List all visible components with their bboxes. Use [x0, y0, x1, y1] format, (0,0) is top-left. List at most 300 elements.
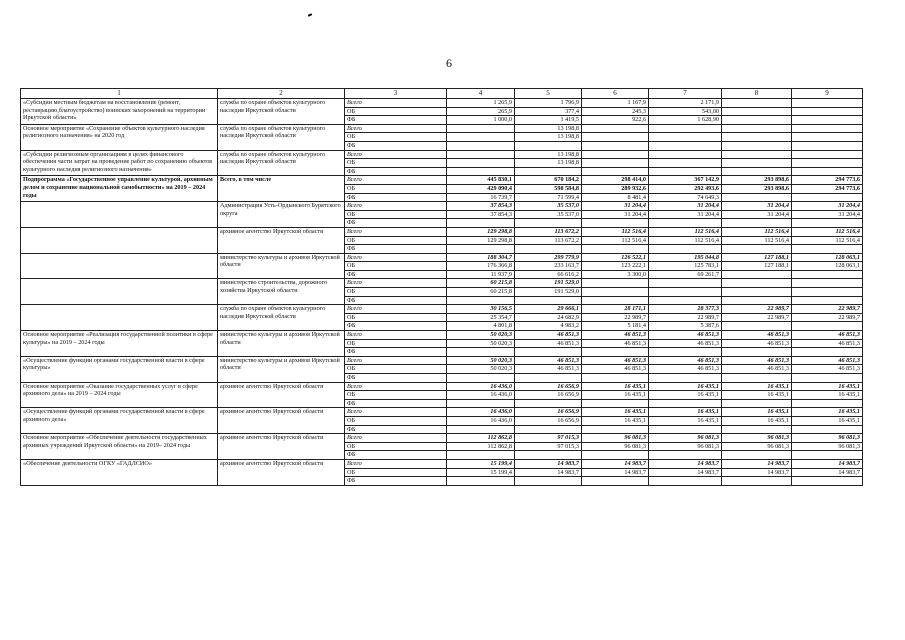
amount-cell: 8 481,4 [582, 193, 649, 202]
amount-cell: 127 188,1 [722, 262, 792, 271]
amount-cell: 13 198,8 [515, 150, 582, 159]
amount-cell: 112 516,4 [582, 227, 649, 236]
amount-cell: 16 435,1 [649, 391, 722, 400]
amount-cell [722, 107, 792, 116]
amount-cell: 14 983,7 [792, 468, 863, 477]
amount-cell [447, 167, 515, 176]
amount-cell [515, 374, 582, 383]
amount-cell [792, 150, 863, 159]
amount-cell: 191 529,0 [515, 288, 582, 297]
amount-cell [722, 245, 792, 254]
amount-cell [582, 279, 649, 288]
header-cell: 9 [792, 89, 863, 99]
amount-cell [649, 124, 722, 133]
amount-cell: 1 265,9 [447, 99, 515, 108]
amount-cell: 128 063,1 [792, 253, 863, 262]
funding-source-cell: ФБ [345, 141, 447, 150]
amount-cell: 96 081,3 [722, 442, 792, 451]
amount-cell [515, 245, 582, 254]
amount-cell [582, 133, 649, 142]
amount-cell: 1 796,9 [515, 99, 582, 108]
amount-cell [582, 141, 649, 150]
amount-cell [582, 219, 649, 228]
measure-name-cell: Подпрограмма «Государственное управление культурой, архивным делом и сохранение национальной самобытности» на 2019 – 2024 годы [21, 176, 218, 202]
amount-cell: 31 204,4 [792, 202, 863, 211]
executor-cell: министерство культуры и архивов Иркутской области [218, 356, 345, 382]
amount-cell: 46 851,3 [515, 356, 582, 365]
amount-cell: 13 198,8 [515, 159, 582, 168]
amount-cell: 377,4 [515, 107, 582, 116]
amount-cell: 289 932,6 [582, 184, 649, 193]
funding-source-cell: ОБ [345, 365, 447, 374]
measure-name-cell [21, 279, 218, 305]
amount-cell: 31 204,4 [582, 210, 649, 219]
amount-cell [722, 116, 792, 125]
amount-cell: 16 435,1 [722, 382, 792, 391]
amount-cell [792, 167, 863, 176]
measure-name-cell: Основное мероприятие «Оказание государственных услуг в сфере архивного дела» на 2019 – 2024 годы [21, 382, 218, 408]
amount-cell: 176 366,8 [447, 262, 515, 271]
amount-cell [447, 296, 515, 305]
amount-cell [722, 374, 792, 383]
amount-cell [792, 296, 863, 305]
amount-cell [722, 219, 792, 228]
amount-cell: 31 204,4 [582, 202, 649, 211]
amount-cell [582, 451, 649, 460]
amount-cell: 293 898,6 [722, 176, 792, 185]
amount-cell: 13 198,8 [515, 124, 582, 133]
amount-cell: 97 015,3 [515, 442, 582, 451]
amount-cell: 96 081,3 [582, 434, 649, 443]
amount-cell: 245,3 [582, 107, 649, 116]
amount-cell [649, 133, 722, 142]
amount-cell: 16 435,1 [582, 382, 649, 391]
amount-cell [722, 270, 792, 279]
amount-cell [447, 425, 515, 434]
amount-cell: 71 599,4 [515, 193, 582, 202]
amount-cell [649, 279, 722, 288]
measure-name-cell: «Субсидии местным бюджетам на восстановление (ремонт, реставрацию,благоустройство) воинских захоронений на территории Иркутской области» [21, 99, 218, 125]
amount-cell: 128 063,1 [792, 262, 863, 271]
amount-cell [582, 399, 649, 408]
amount-cell [792, 477, 863, 486]
amount-cell: 22 989,7 [792, 305, 863, 314]
funding-source-cell: ФБ [345, 348, 447, 357]
executor-cell: Администрация Усть-Ордынского Бурятского округа [218, 202, 345, 228]
amount-cell: 4 801,8 [447, 322, 515, 331]
amount-cell: 16 656,9 [515, 416, 582, 425]
amount-cell: 1 000,0 [447, 116, 515, 125]
amount-cell: 96 081,3 [582, 442, 649, 451]
table-row [21, 99, 863, 108]
funding-source-cell: ОБ [345, 262, 447, 271]
amount-cell [649, 167, 722, 176]
amount-cell: 69 261,7 [649, 270, 722, 279]
amount-cell: 37 854,3 [447, 210, 515, 219]
amount-cell: 16 436,0 [447, 416, 515, 425]
amount-cell: 29 666,1 [515, 305, 582, 314]
amount-cell: 14 983,7 [582, 459, 649, 468]
amount-cell: 188 304,7 [447, 253, 515, 262]
amount-cell [722, 451, 792, 460]
amount-cell: 46 851,3 [582, 339, 649, 348]
funding-source-cell: ФБ [345, 219, 447, 228]
amount-cell: 46 851,3 [515, 339, 582, 348]
amount-cell [582, 124, 649, 133]
header-cell: 4 [447, 89, 515, 99]
header-cell: 1 [21, 89, 218, 99]
amount-cell: 14 983,7 [792, 459, 863, 468]
amount-cell [722, 133, 792, 142]
amount-cell: 127 188,1 [722, 253, 792, 262]
measure-name-cell [21, 253, 218, 279]
amount-cell [447, 133, 515, 142]
header-cell: 6 [582, 89, 649, 99]
header-cell: 5 [515, 89, 582, 99]
scan-speck [308, 13, 312, 17]
amount-cell: 5 181,4 [582, 322, 649, 331]
amount-cell: 22 989,7 [792, 313, 863, 322]
table-row [21, 227, 863, 236]
amount-cell: 31 204,4 [792, 210, 863, 219]
funding-source-cell: ОБ [345, 313, 447, 322]
amount-cell [792, 124, 863, 133]
amount-cell: 112 516,4 [649, 227, 722, 236]
amount-cell: 97 015,3 [515, 434, 582, 443]
amount-cell: 60 215,8 [447, 279, 515, 288]
funding-source-cell: ФБ [345, 477, 447, 486]
amount-cell: 598 584,8 [515, 184, 582, 193]
amount-cell [722, 477, 792, 486]
table-row [21, 434, 863, 443]
funding-source-cell: ОБ [345, 184, 447, 193]
amount-cell: 14 983,7 [582, 468, 649, 477]
amount-cell: 46 851,3 [649, 356, 722, 365]
amount-cell: 112 516,4 [792, 227, 863, 236]
amount-cell [722, 296, 792, 305]
table-row [21, 253, 863, 262]
amount-cell: 24 682,9 [515, 313, 582, 322]
amount-cell [447, 348, 515, 357]
header-cell: 2 [218, 89, 345, 99]
amount-cell [649, 399, 722, 408]
amount-cell: 4 983,2 [515, 322, 582, 331]
amount-cell [792, 107, 863, 116]
funding-source-cell: Всего [345, 382, 447, 391]
amount-cell: 31 204,4 [722, 210, 792, 219]
table-row [21, 305, 863, 314]
funding-source-cell: ФБ [345, 296, 447, 305]
funding-source-cell: ОБ [345, 339, 447, 348]
amount-cell [447, 150, 515, 159]
amount-cell [649, 477, 722, 486]
amount-cell [582, 159, 649, 168]
amount-cell: 22 989,7 [582, 313, 649, 322]
amount-cell: 13 198,8 [515, 133, 582, 142]
amount-cell: 14 983,7 [515, 459, 582, 468]
amount-cell: 46 851,3 [792, 365, 863, 374]
amount-cell [722, 150, 792, 159]
amount-cell [582, 374, 649, 383]
amount-cell [447, 141, 515, 150]
amount-cell: 46 851,3 [722, 365, 792, 374]
header-cell: 7 [649, 89, 722, 99]
funding-source-cell: ФБ [345, 270, 447, 279]
amount-cell [582, 288, 649, 297]
amount-cell: 74 649,3 [649, 193, 722, 202]
amount-cell: 14 983,7 [722, 459, 792, 468]
amount-cell: 113 672,2 [515, 227, 582, 236]
amount-cell [649, 348, 722, 357]
amount-cell: 50 020,3 [447, 365, 515, 374]
amount-cell [447, 374, 515, 383]
funding-source-cell: ОБ [345, 210, 447, 219]
amount-cell [649, 374, 722, 383]
funding-source-cell: ОБ [345, 416, 447, 425]
amount-cell [447, 399, 515, 408]
amount-cell: 5 387,6 [649, 322, 722, 331]
amount-cell: 195 044,8 [649, 253, 722, 262]
amount-cell: 112 516,4 [722, 236, 792, 245]
amount-cell: 60 215,8 [447, 288, 515, 297]
amount-cell: 2 171,9 [649, 99, 722, 108]
amount-cell [447, 451, 515, 460]
amount-cell [722, 279, 792, 288]
executor-cell: министерство культуры и архивов Иркутской области [218, 331, 345, 357]
amount-cell: 16 435,1 [722, 408, 792, 417]
funding-source-cell: ОБ [345, 442, 447, 451]
measure-name-cell: «Осуществление функций органами государственной власти в сфере архивного дела» [21, 408, 218, 434]
funding-source-cell: Всего [345, 434, 447, 443]
funding-source-cell: ОБ [345, 468, 447, 477]
amount-cell: 46 851,3 [515, 365, 582, 374]
amount-cell [447, 477, 515, 486]
amount-cell: 16 436,0 [447, 382, 515, 391]
amount-cell: 46 851,3 [792, 356, 863, 365]
amount-cell: 46 851,3 [515, 331, 582, 340]
amount-cell [515, 425, 582, 434]
amount-cell [792, 245, 863, 254]
amount-cell: 46 851,3 [792, 339, 863, 348]
funding-source-cell: ФБ [345, 167, 447, 176]
amount-cell: 16 435,1 [722, 391, 792, 400]
amount-cell: 15 199,4 [447, 468, 515, 477]
amount-cell [722, 348, 792, 357]
header-cell: 3 [345, 89, 447, 99]
funding-source-cell: Всего [345, 279, 447, 288]
funding-source-cell: Всего [345, 124, 447, 133]
amount-cell [792, 270, 863, 279]
amount-cell: 16 436,0 [447, 408, 515, 417]
amount-cell: 293 898,6 [722, 184, 792, 193]
amount-cell [582, 425, 649, 434]
amount-cell: 16 435,1 [582, 391, 649, 400]
amount-cell: 298 414,0 [582, 176, 649, 185]
funding-source-cell: ОБ [345, 159, 447, 168]
amount-cell [447, 219, 515, 228]
amount-cell [515, 399, 582, 408]
amount-cell: 3 300,0 [582, 270, 649, 279]
amount-cell: 112 862,8 [447, 434, 515, 443]
amount-cell [722, 141, 792, 150]
amount-cell: 1 628,90 [649, 116, 722, 125]
header-row [21, 89, 863, 99]
amount-cell: 11 937,9 [447, 270, 515, 279]
amount-cell: 46 851,3 [792, 331, 863, 340]
amount-cell: 16 656,9 [515, 391, 582, 400]
executor-cell: служба по охране объектов культурного наследия Иркутской области [218, 150, 345, 176]
amount-cell [582, 348, 649, 357]
table-row [21, 459, 863, 468]
amount-cell: 31 204,4 [722, 202, 792, 211]
amount-cell: 50 020,3 [447, 356, 515, 365]
funding-source-cell: Всего [345, 202, 447, 211]
amount-cell [792, 159, 863, 168]
executor-cell: архивное агентство Иркутской области [218, 227, 345, 253]
amount-cell: 16 435,1 [722, 416, 792, 425]
funding-source-cell: Всего [345, 356, 447, 365]
amount-cell: 112 862,8 [447, 442, 515, 451]
amount-cell: 16 435,1 [649, 408, 722, 417]
amount-cell [792, 322, 863, 331]
amount-cell [515, 167, 582, 176]
measure-name-cell [21, 305, 218, 331]
page-number: 6 [446, 56, 452, 70]
amount-cell: 16 436,0 [447, 391, 515, 400]
executor-cell: министерство культуры и архивов Иркутской области [218, 253, 345, 279]
amount-cell: 46 851,3 [649, 331, 722, 340]
amount-cell: 37 854,3 [447, 202, 515, 211]
funding-source-cell: Всего [345, 459, 447, 468]
amount-cell: 233 163,7 [515, 262, 582, 271]
amount-cell [792, 425, 863, 434]
funding-source-cell: Всего [345, 305, 447, 314]
amount-cell [792, 193, 863, 202]
amount-cell [722, 159, 792, 168]
amount-cell [515, 219, 582, 228]
table-row [21, 150, 863, 159]
amount-cell [515, 141, 582, 150]
amount-cell: 16 435,1 [649, 382, 722, 391]
amount-cell [582, 167, 649, 176]
amount-cell: 16 435,1 [582, 416, 649, 425]
amount-cell: 112 516,4 [582, 236, 649, 245]
measure-name-cell: Основное мероприятие «Реализация государственной политики в сфере культуры» на 2019 – 2024 годы [21, 331, 218, 357]
amount-cell: 125 783,1 [649, 262, 722, 271]
measure-name-cell: «Осуществление функции органами государственной власти в сфере культуры» [21, 356, 218, 382]
amount-cell: 96 081,3 [649, 442, 722, 451]
amount-cell [792, 279, 863, 288]
amount-cell: 14 983,7 [649, 468, 722, 477]
amount-cell [722, 124, 792, 133]
amount-cell: 16 435,1 [792, 382, 863, 391]
amount-cell: 22 989,7 [649, 313, 722, 322]
measure-name-cell: Основное мероприятие «Обеспечение деятельности государственных архивных учреждений Иркутской области» на 2019– 2024 годы [21, 434, 218, 460]
funding-source-cell: ФБ [345, 374, 447, 383]
executor-cell: служба по охране объектов культурного наследия Иркутской области [218, 124, 345, 150]
amount-cell: 28 377,3 [649, 305, 722, 314]
amount-cell [649, 159, 722, 168]
measure-name-cell [21, 227, 218, 253]
amount-cell: 14 983,7 [649, 459, 722, 468]
funding-source-cell: ОБ [345, 236, 447, 245]
table-row [21, 331, 863, 340]
table-row [21, 356, 863, 365]
measure-name-cell [21, 202, 218, 228]
amount-cell [447, 245, 515, 254]
amount-cell: 367 142,9 [649, 176, 722, 185]
funding-source-cell: ОБ [345, 288, 447, 297]
amount-cell [792, 288, 863, 297]
amount-cell [515, 348, 582, 357]
funding-source-cell: ОБ [345, 133, 447, 142]
amount-cell: 16 739,7 [447, 193, 515, 202]
amount-cell [722, 99, 792, 108]
funding-source-cell: ФБ [345, 425, 447, 434]
table-row [21, 382, 863, 391]
amount-cell: 31 204,4 [649, 202, 722, 211]
measure-name-cell: «Обеспечение деятельности ОГКУ «ГАДЛСИО» [21, 459, 218, 485]
amount-cell: 46 851,3 [582, 331, 649, 340]
amount-cell: 129 298,8 [447, 227, 515, 236]
funding-source-cell: ФБ [345, 399, 447, 408]
amount-cell: 543,00 [649, 107, 722, 116]
funding-source-cell: ФБ [345, 245, 447, 254]
executor-cell: служба по охране объектов культурного наследия Иркутской области [218, 305, 345, 331]
amount-cell: 445 830,1 [447, 176, 515, 185]
executor-cell: архивное агентство Иркутской области [218, 382, 345, 408]
amount-cell: 112 516,4 [792, 236, 863, 245]
amount-cell [582, 245, 649, 254]
amount-cell [792, 374, 863, 383]
amount-cell [792, 99, 863, 108]
executor-cell: архивное агентство Иркутской области [218, 434, 345, 460]
measure-name-cell: «Субсидии религиозным организациям в целях финансового обеспечения части затрат на проведение работ по сохранению объектов культурного наследия религиозного назначения» [21, 150, 218, 176]
amount-cell [649, 219, 722, 228]
amount-cell: 16 435,1 [792, 416, 863, 425]
amount-cell [649, 141, 722, 150]
amount-cell: 16 435,1 [792, 408, 863, 417]
amount-cell: 46 851,3 [722, 331, 792, 340]
executor-cell: архивное агентство Иркутской области [218, 459, 345, 485]
amount-cell [582, 477, 649, 486]
amount-cell [722, 425, 792, 434]
amount-cell [649, 245, 722, 254]
amount-cell: 31 204,4 [649, 210, 722, 219]
amount-cell [649, 451, 722, 460]
amount-cell [722, 322, 792, 331]
amount-cell [722, 167, 792, 176]
amount-cell: 16 435,1 [792, 391, 863, 400]
amount-cell: 123 222,1 [582, 262, 649, 271]
amount-cell [792, 451, 863, 460]
amount-cell [792, 116, 863, 125]
amount-cell: 16 656,9 [515, 382, 582, 391]
funding-source-cell: Всего [345, 331, 447, 340]
header-cell: 8 [722, 89, 792, 99]
amount-cell: 46 851,3 [649, 365, 722, 374]
funding-source-cell: Всего [345, 150, 447, 159]
executor-cell: архивное агентство Иркутской области [218, 408, 345, 434]
amount-cell [792, 133, 863, 142]
amount-cell: 46 851,3 [582, 365, 649, 374]
funding-source-cell: Всего [345, 253, 447, 262]
amount-cell [515, 451, 582, 460]
amount-cell: 66 616,2 [515, 270, 582, 279]
amount-cell [649, 296, 722, 305]
funding-source-cell: ФБ [345, 193, 447, 202]
amount-cell: 50 020,3 [447, 331, 515, 340]
